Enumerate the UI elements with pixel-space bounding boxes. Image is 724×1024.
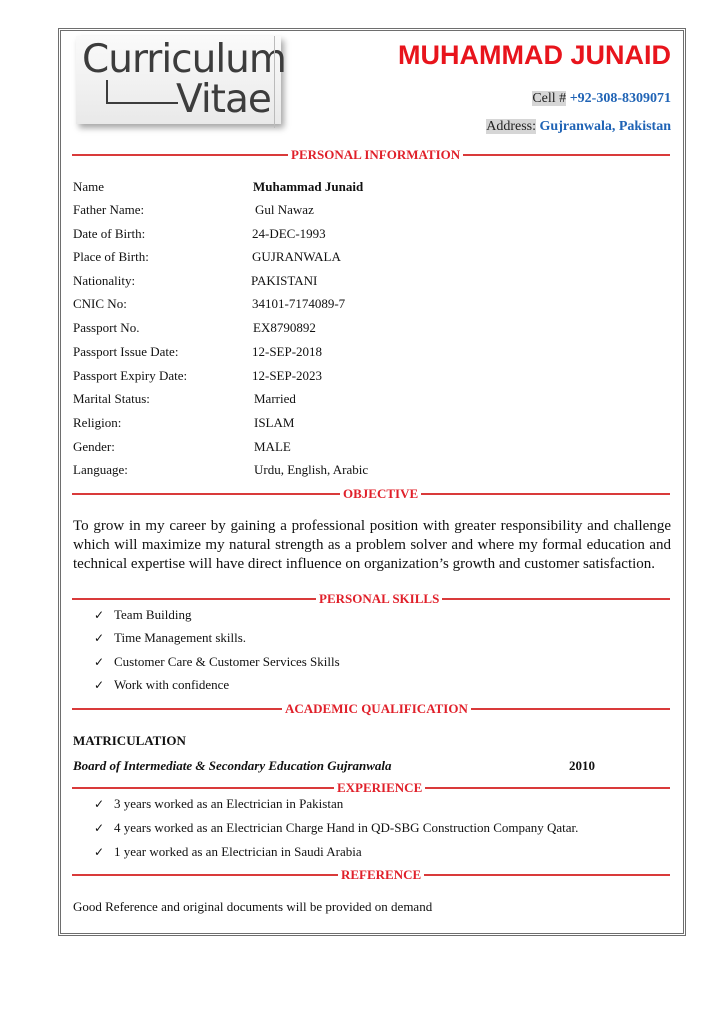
info-row-religion xyxy=(73,415,573,435)
curriculum-vitae-logo xyxy=(76,36,286,124)
rule-line xyxy=(424,874,670,876)
section-title: EXPERIENCE xyxy=(337,780,423,795)
info-row-gender xyxy=(73,439,573,459)
info-row-passport-expiry-date xyxy=(73,368,573,388)
section-title: REFERENCE xyxy=(341,867,422,882)
info-label: Nationality: xyxy=(73,273,136,288)
info-row-passport-issue-date xyxy=(73,344,573,364)
section-title: PERSONAL SKILLS xyxy=(319,591,440,606)
info-value: PAKISTANI xyxy=(251,273,318,288)
info-label: Date of Birth: xyxy=(73,226,146,241)
skill-text: Team Building xyxy=(114,607,192,622)
checkmark-icon: ✓ xyxy=(94,678,105,692)
checkmark-icon: ✓ xyxy=(94,797,105,811)
rule-line xyxy=(72,154,288,156)
info-label: Father Name: xyxy=(73,202,145,217)
cell-label: Cell # xyxy=(532,91,567,106)
cell-line xyxy=(532,91,671,107)
section-personal-skills xyxy=(72,591,670,607)
section-objective xyxy=(72,486,670,502)
rule-line xyxy=(471,708,670,710)
checkmark-icon: ✓ xyxy=(94,821,105,835)
info-value: GUJRANWALA xyxy=(252,249,341,264)
address-value: Gujranwala, Pakistan xyxy=(539,119,671,134)
rule-line xyxy=(463,154,670,156)
info-label: Passport Expiry Date: xyxy=(73,368,188,383)
info-label: CNIC No: xyxy=(73,296,127,311)
degree-board: Board of Intermediate & Secondary Education Gujranwala xyxy=(73,758,392,773)
logo-word-curriculum: Curriculum xyxy=(82,37,286,82)
address-line xyxy=(486,119,671,135)
checkmark-icon: ✓ xyxy=(94,845,105,859)
checkmark-icon: ✓ xyxy=(94,631,105,645)
logo-edge xyxy=(274,36,279,128)
objective-text: To grow in my career by gaining a professional position with greater responsibility and challenge which will maximize my natural strength as a problem solver and where my formal education and technical expertise will have direct influence on organization’s growth and customer satisfaction. xyxy=(73,518,671,572)
rule-line xyxy=(442,598,670,600)
info-value: 24-DEC-1993 xyxy=(252,226,326,241)
cell-value: +92-308-8309071 xyxy=(569,91,671,106)
rule-line xyxy=(72,874,338,876)
rule-line xyxy=(72,708,282,710)
experience-item xyxy=(94,796,343,812)
info-value: 34101-7174089-7 xyxy=(252,296,346,311)
experience-item xyxy=(94,820,578,836)
section-personal-information xyxy=(72,147,670,163)
info-value: Gul Nawaz xyxy=(255,202,314,217)
skill-item xyxy=(94,607,191,623)
experience-text: 1 year worked as an Electrician in Saudi Arabia xyxy=(114,844,362,859)
experience-item xyxy=(94,844,362,860)
info-row-marital-status xyxy=(73,391,573,411)
experience-text: 3 years worked as an Electrician in Pakistan xyxy=(114,796,344,811)
info-value: 12-SEP-2018 xyxy=(252,344,323,359)
rule-line xyxy=(72,493,340,495)
experience-text: 4 years worked as an Electrician Charge Hand in QD-SBG Construction Company Qatar. xyxy=(114,820,579,835)
section-title: OBJECTIVE xyxy=(343,486,419,501)
info-value: EX8790892 xyxy=(253,320,316,335)
info-label: Place of Birth: xyxy=(73,249,149,264)
info-label: Passport Issue Date: xyxy=(73,344,179,359)
rule-line xyxy=(425,787,670,789)
info-value: Muhammad Junaid xyxy=(253,179,364,194)
info-value: Married xyxy=(254,391,296,406)
logo-word-vitae: Vitae xyxy=(176,77,271,122)
info-value: Urdu, English, Arabic xyxy=(254,462,369,477)
rule-line xyxy=(421,493,670,495)
skill-text: Time Management skills. xyxy=(114,630,247,645)
section-title: ACADEMIC QUALIFICATION xyxy=(285,701,468,716)
section-academic-qualification xyxy=(72,701,670,717)
info-label: Language: xyxy=(73,462,128,477)
logo-hook-line xyxy=(106,80,178,104)
skill-item xyxy=(94,630,246,646)
info-row-nationality xyxy=(73,273,573,293)
info-row-father-name xyxy=(73,202,573,222)
candidate-name: MUHAMMAD JUNAID xyxy=(398,40,671,70)
rule-line xyxy=(72,598,316,600)
skill-item xyxy=(94,677,229,693)
skill-text: Work with confidence xyxy=(114,677,230,692)
reference-text: Good Reference and original documents will be provided on demand xyxy=(73,899,433,914)
checkmark-icon: ✓ xyxy=(94,655,105,669)
checkmark-icon: ✓ xyxy=(94,608,105,622)
info-value: ISLAM xyxy=(254,415,295,430)
info-row-language xyxy=(73,462,573,482)
info-label: Religion: xyxy=(73,415,122,430)
degree-year: 2010 xyxy=(569,758,595,773)
section-experience xyxy=(72,780,670,796)
info-row-name xyxy=(73,179,573,199)
section-title: PERSONAL INFORMATION xyxy=(291,147,461,162)
info-label: Passport No. xyxy=(73,320,140,335)
info-label: Gender: xyxy=(73,439,115,454)
address-label: Address: xyxy=(486,119,537,134)
degree-title: MATRICULATION xyxy=(73,733,186,748)
info-value: MALE xyxy=(254,439,291,454)
info-row-passport-no xyxy=(73,320,573,340)
info-row-date-of-birth xyxy=(73,226,573,246)
info-row-cnic xyxy=(73,296,573,316)
info-value: 12-SEP-2023 xyxy=(252,368,323,383)
section-reference xyxy=(72,867,670,883)
rule-line xyxy=(72,787,334,789)
info-row-place-of-birth xyxy=(73,249,573,269)
info-label: Name xyxy=(73,179,105,194)
info-label: Marital Status: xyxy=(73,391,150,406)
skill-text: Customer Care & Customer Services Skills xyxy=(114,654,340,669)
skill-item xyxy=(94,654,340,670)
